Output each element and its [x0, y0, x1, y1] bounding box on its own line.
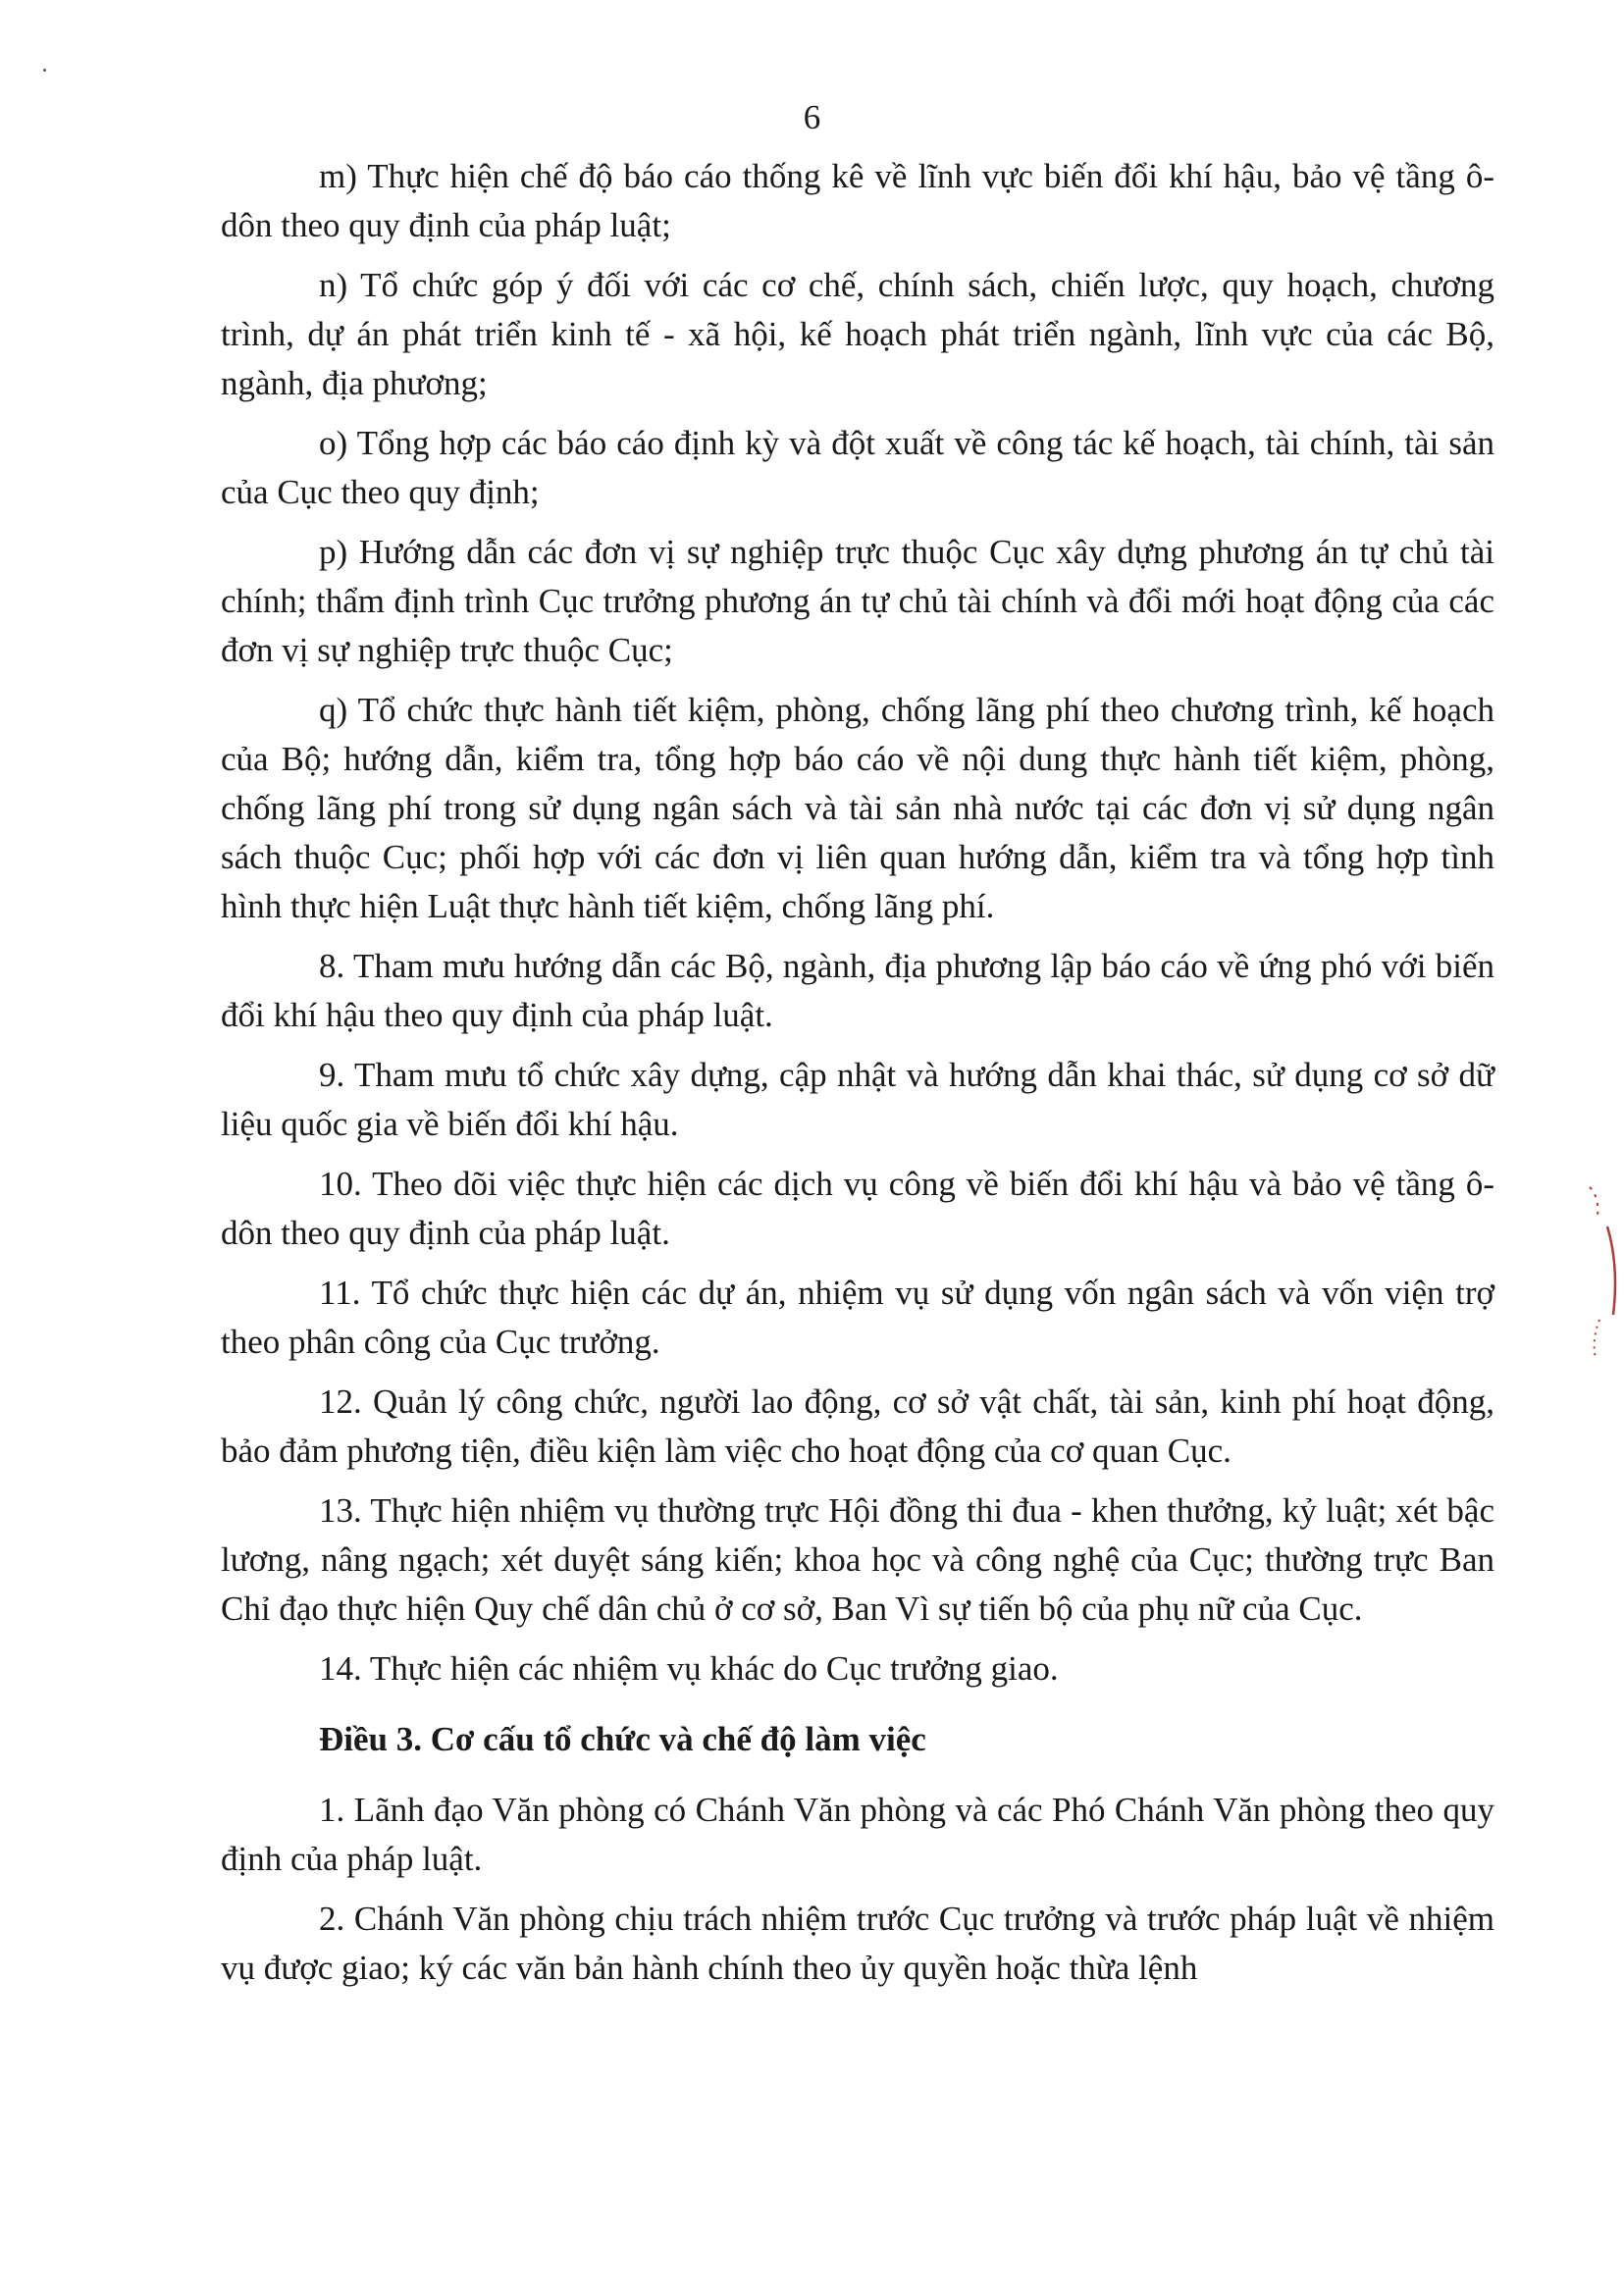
paragraph-14: 14. Thực hiện các nhiệm vụ khác do Cục trưởng giao.	[319, 1649, 1059, 1688]
article-3-heading: Điều 3. Cơ cấu tổ chức và chế độ làm việc	[319, 1720, 926, 1758]
paragraph-9: 9. Tham mưu tổ chức xây dựng, cập nhật và hướng dẫn khai thác, sử dụng cơ sở dữ liệu quốc gia về biến đổi khí hậu.	[221, 1056, 1494, 1143]
paragraph-n: n) Tổ chức góp ý đối với các cơ chế, chính sách, chiến lược, quy hoạch, chương trình, dự án phát triển kinh tế - xã hội, kế hoạch phát triển ngành, lĩnh vực của các Bộ, ngành, địa phương;	[221, 266, 1494, 402]
document-body	[221, 152, 1494, 2004]
paragraph-m: m) Thực hiện chế độ báo cáo thống kê về lĩnh vực biến đổi khí hậu, bảo vệ tầng ô-dôn theo quy định của pháp luật;	[221, 157, 1494, 244]
page-number: 6	[803, 98, 821, 136]
paragraph-8: 8. Tham mưu hướng dẫn các Bộ, ngành, địa phương lập báo cáo về ứng phó với biến đổi khí hậu theo quy định của pháp luật.	[221, 947, 1494, 1034]
red-stamp-edge	[1570, 1168, 1624, 1374]
paragraph-p: p) Hướng dẫn các đơn vị sự nghiệp trực thuộc Cục xây dựng phương án tự chủ tài chính; thẩm định trình Cục trưởng phương án tự chủ tài chính và đổi mới hoạt động của các đơn vị sự nghiệp trực thuộc Cục;	[221, 533, 1494, 669]
paragraph-10: 10. Theo dõi việc thực hiện các dịch vụ công về biến đổi khí hậu và bảo vệ tầng ô-dôn theo quy định của pháp luật.	[221, 1165, 1494, 1252]
paragraph-q: q) Tổ chức thực hành tiết kiệm, phòng, chống lãng phí theo chương trình, kế hoạch của Bộ; hướng dẫn, kiểm tra, tổng hợp báo cáo về nội dung thực hành tiết kiệm, phòng, chống lãng phí trong sử dụng ngân sách và tài sản nhà nước tại các đơn vị sử dụng ngân sách thuộc Cục; phối hợp với các đơn vị liên quan hướng dẫn, kiểm tra và tổng hợp tình hình thực hiện Luật thực hành tiết kiệm, chống lãng phí.	[221, 691, 1494, 925]
paragraph-12: 12. Quản lý công chức, người lao động, cơ sở vật chất, tài sản, kinh phí hoạt động, bảo đảm phương tiện, điều kiện làm việc cho hoạt động của cơ quan Cục.	[221, 1382, 1494, 1470]
paragraph-13: 13. Thực hiện nhiệm vụ thường trực Hội đồng thi đua - khen thưởng, kỷ luật; xét bậc lương, nâng ngạch; xét duyệt sáng kiến; khoa học và công nghệ của Cục; thường trực Ban Chỉ đạo thực hiện Quy chế dân chủ ở cơ sở, Ban Vì sự tiến bộ của phụ nữ của Cục.	[221, 1491, 1494, 1628]
paragraph-11: 11. Tổ chức thực hiện các dự án, nhiệm vụ sử dụng vốn ngân sách và vốn viện trợ theo phân công của Cục trưởng.	[221, 1274, 1494, 1361]
article-3-paragraph-1: 1. Lãnh đạo Văn phòng có Chánh Văn phòng và các Phó Chánh Văn phòng theo quy định của pháp luật.	[221, 1791, 1494, 1878]
article-3-paragraph-2: 2. Chánh Văn phòng chịu trách nhiệm trước Cục trưởng và trước pháp luật về nhiệm vụ được giao; ký các văn bản hành chính theo ủy quyền hoặc thừa lệnh	[221, 1900, 1494, 1987]
scan-speck	[43, 69, 46, 72]
paragraph-o: o) Tổng hợp các báo cáo định kỳ và đột xuất về công tác kế hoạch, tài chính, tài sản của Cục theo quy định;	[221, 424, 1494, 511]
